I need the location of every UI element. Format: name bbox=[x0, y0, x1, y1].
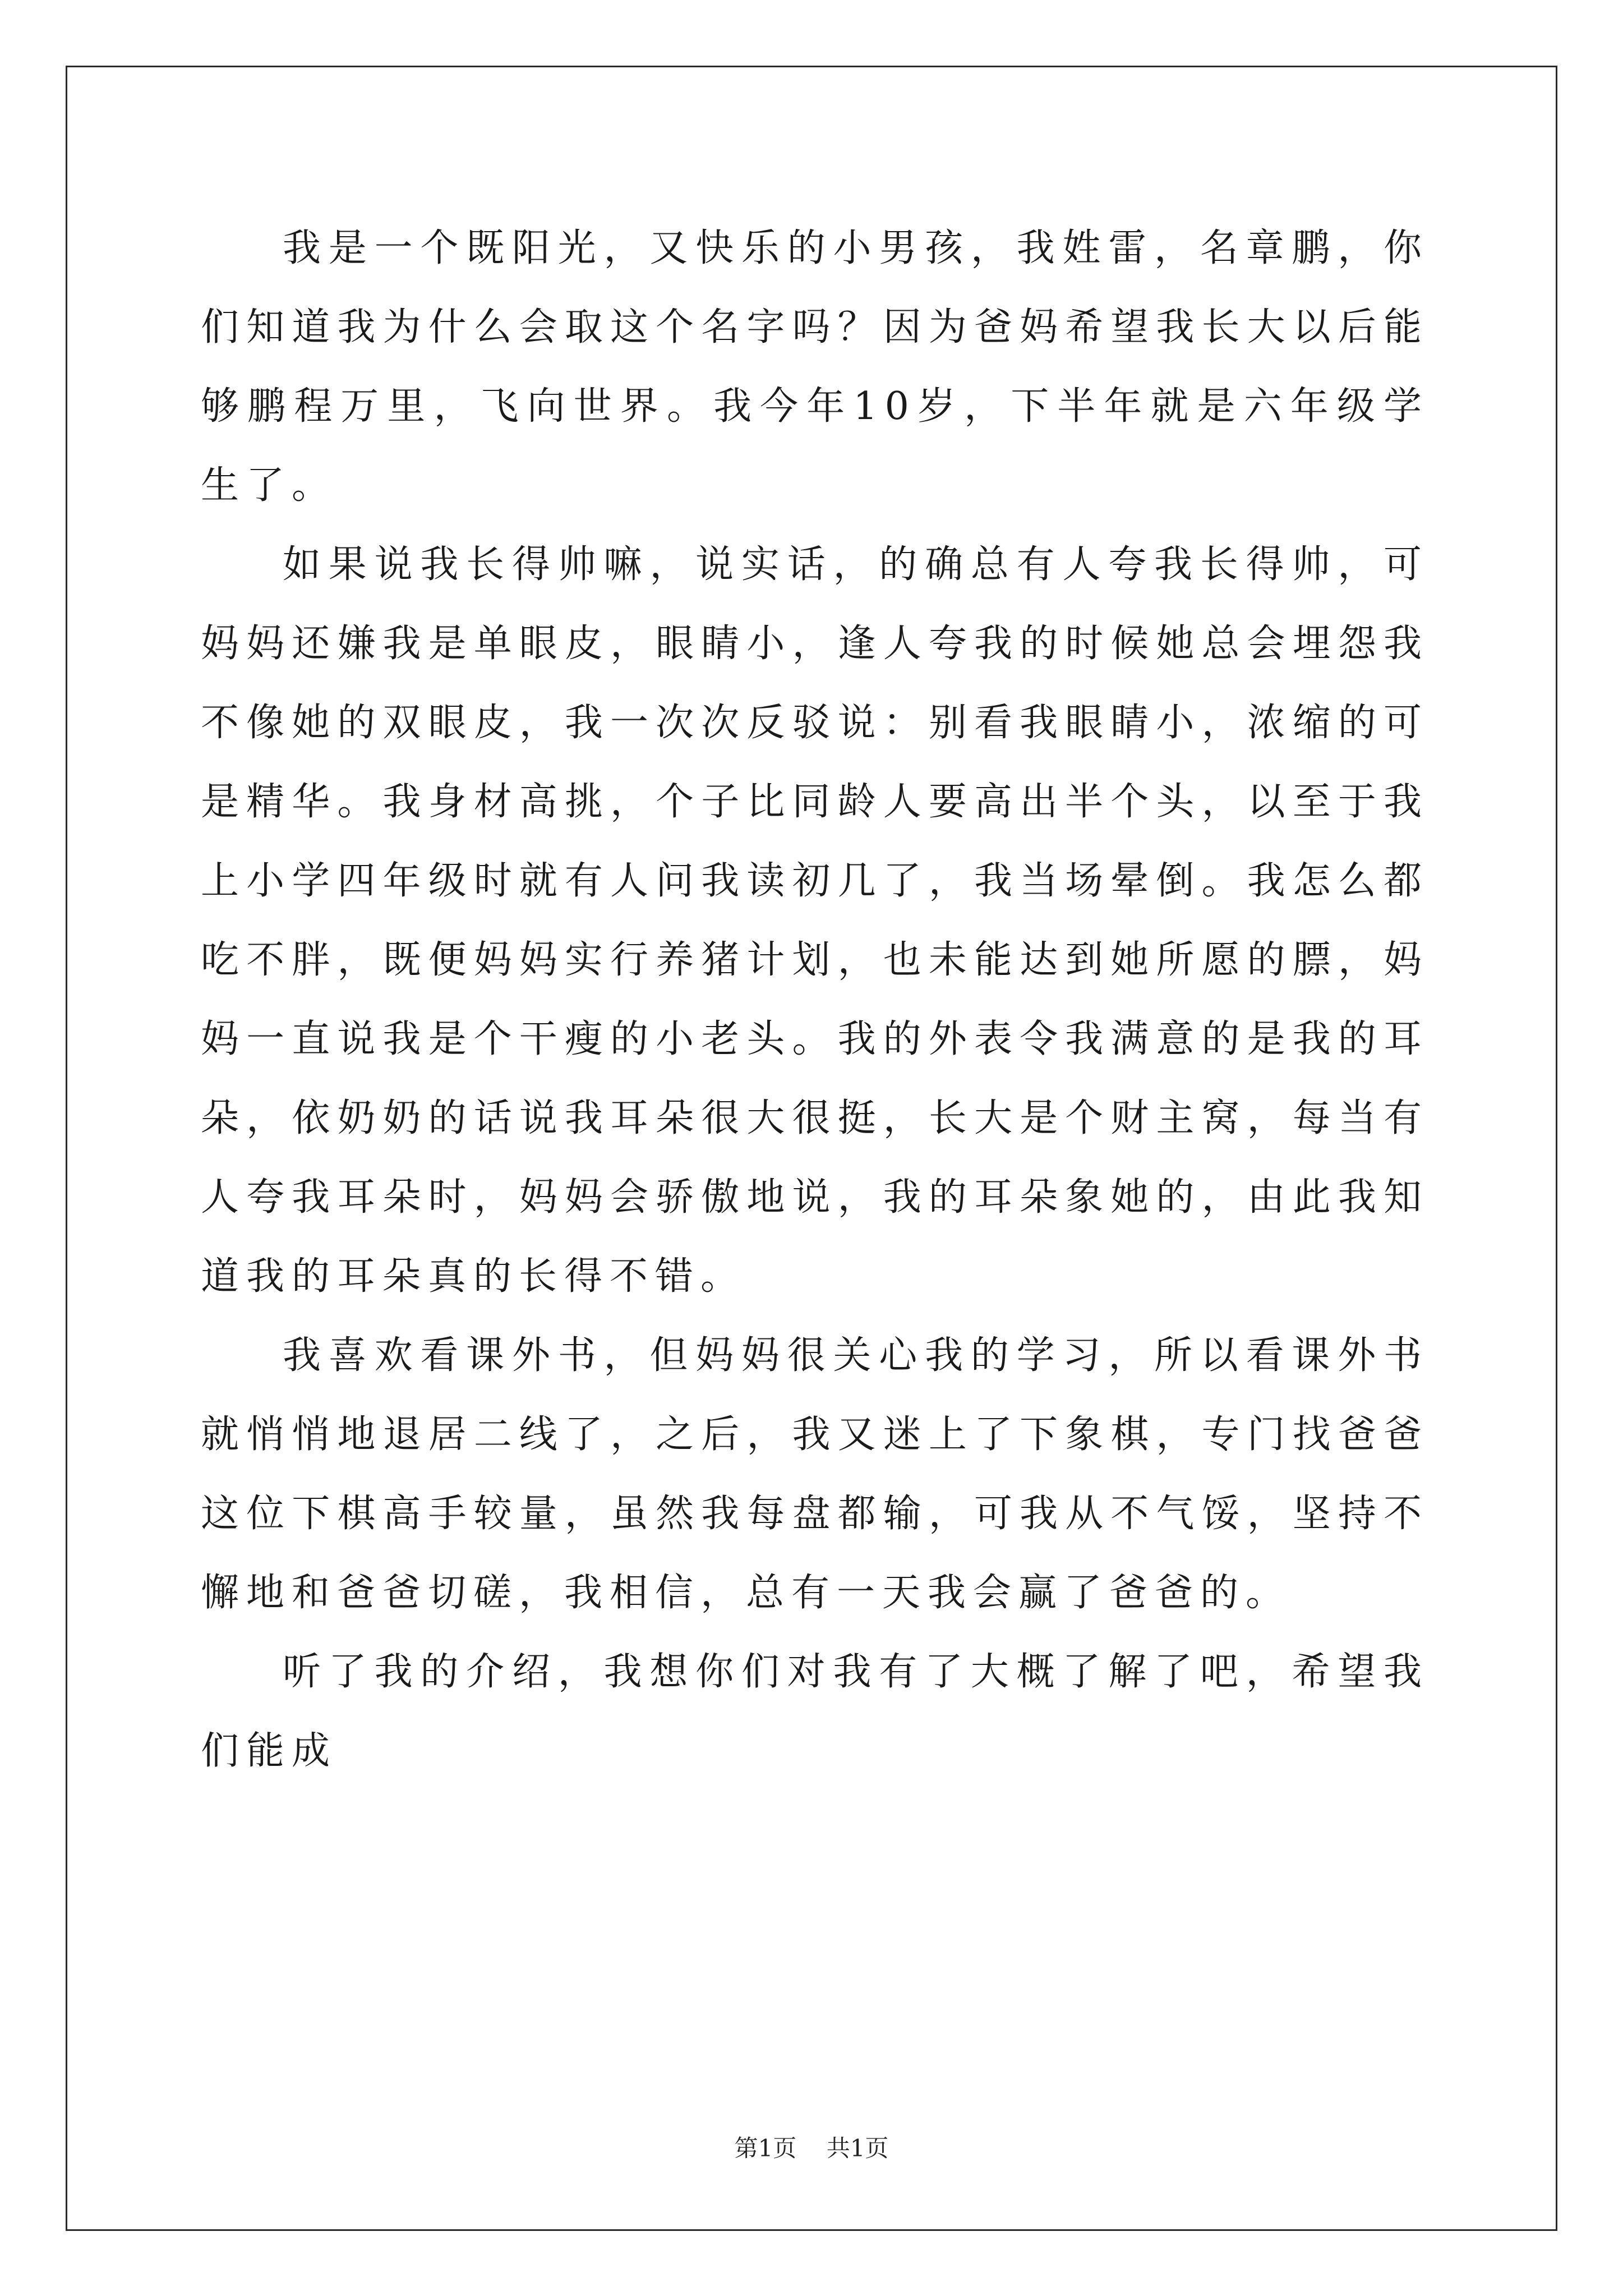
page-total: 共1页 bbox=[826, 2134, 889, 2162]
paragraph-4: 听了我的介绍，我想你们对我有了大概了解了吧，希望我们能成 bbox=[201, 1650, 1429, 1773]
document-body bbox=[201, 209, 1429, 1791]
paragraph-2: 如果说我长得帅嘛，说实话，的确总有人夸我长得帅，可妈妈还嫌我是单眼皮，眼睛小，逢人夸我的时候她总会埋怨我不像她的双眼皮，我一次次反驳说：别看我眼睛小，浓缩的可是精华。我身材高挑，个子比同龄人要高出半个头，以至于我上小学四年级时就有人问我读初几了，我当场晕倒。我怎么都吃不胖，既便妈妈实行养猪计划，也未能达到她所愿的膘，妈妈一直说我是个干瘦的小老头。我的外表令我满意的是我的耳朵，依奶奶的话说我耳朵很大很挺，长大是个财主窝，每当有人夸我耳朵时，妈妈会骄傲地说，我的耳朵象她的，由此我知道我的耳朵真的长得不错。 bbox=[201, 542, 1429, 1299]
page-number: 第1页 bbox=[734, 2134, 797, 2162]
page-footer bbox=[0, 2132, 1623, 2165]
paragraph-3: 我喜欢看课外书，但妈妈很关心我的学习，所以看课外书就悄悄地退居二线了，之后，我又迷上了下象棋，专门找爸爸这位下棋高手较量，虽然我每盘都输，可我从不气馁，坚持不懈地和爸爸切磋，我相信，总有一天我会赢了爸爸的。 bbox=[201, 1333, 1429, 1615]
paragraph-1: 我是一个既阳光，又快乐的小男孩，我姓雷，名章鹏，你们知道我为什么会取这个名字吗？因为爸妈希望我长大以后能够鹏程万里，飞向世界。我今年10岁，下半年就是六年级学生了。 bbox=[201, 226, 1429, 508]
